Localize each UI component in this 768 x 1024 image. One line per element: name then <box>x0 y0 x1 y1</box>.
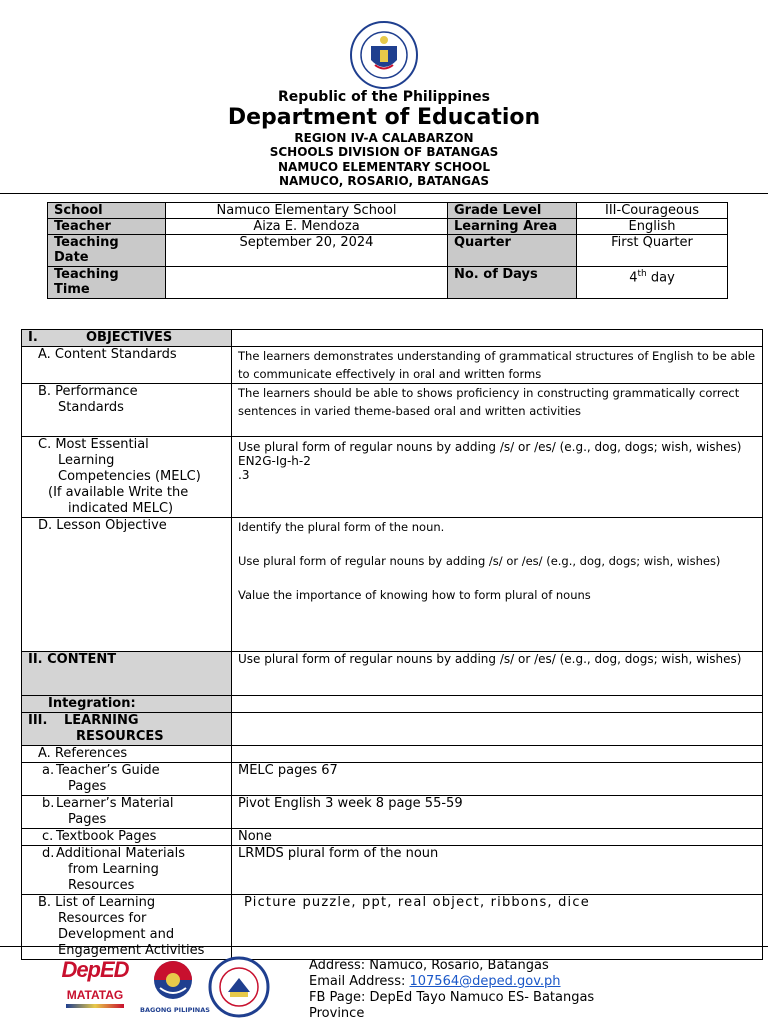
area-label: Learning Area <box>448 219 577 235</box>
content-standards-label: A. Content Standards <box>22 347 232 384</box>
deped-seal-logo <box>349 20 419 90</box>
header-divider <box>0 193 768 194</box>
footer-email-line: Email Address: 107564@deped.gov.ph <box>309 974 561 989</box>
grade-label: Grade Level <box>448 203 577 219</box>
email-link[interactable]: 107564@deped.gov.ph <box>409 974 561 989</box>
learning-resources-blank <box>232 713 763 746</box>
days-label: No. of Days <box>448 267 577 299</box>
content-standards-text: The learners demonstrates understanding of grammatical structures of English to be able to communicate effectively in oral and written forms <box>232 347 763 384</box>
footer-contact <box>309 958 709 1022</box>
lesson-info-table <box>47 202 728 299</box>
quarter-label: Quarter <box>448 235 577 267</box>
school-label: School <box>48 203 166 219</box>
teachers-guide-label: a. Teacher’s Guide Pages <box>22 763 232 796</box>
republic-heading: Republic of the Philippines <box>278 89 490 105</box>
learners-material-label: b. Learner’s Material Pages <box>22 796 232 829</box>
lesson-plan-table <box>21 329 763 960</box>
textbook-label: c. Textbook Pages <box>22 829 232 846</box>
deped-matatag-logo: DepED MATATAG <box>60 958 130 1016</box>
lesson-objective-text: Identify the plural form of the noun. Use plural form of regular nouns by adding /s/ or /es/ (e.g., dog, dogs; wish, wishes) Value the importance of knowing how to form plural of nouns <box>232 518 763 652</box>
school-value: Namuco Elementary School <box>166 203 448 219</box>
learners-material-value: Pivot English 3 week 8 page 55-59 <box>232 796 763 829</box>
bagong-pilipinas-emblem-icon <box>140 958 206 1002</box>
namuco-school-seal-logo <box>208 956 270 1018</box>
performance-standards-text: The learners should be able to shows proficiency in constructing grammatically correct sentences in varied theme-based oral and written activities <box>232 384 763 437</box>
header-region: REGION IV-A CALABARZON <box>294 131 474 145</box>
days-value: 4th day <box>577 267 728 299</box>
melc-text: Use plural form of regular nouns by adding /s/ or /es/ (e.g., dog, dogs; wish, wishes) EN2G-Ig-h-2 .3 <box>232 437 763 518</box>
header-school: NAMUCO ELEMENTARY SCHOOL <box>278 160 490 174</box>
teachers-guide-value: MELC pages 67 <box>232 763 763 796</box>
performance-standards-label: B. Performance Standards <box>22 384 232 437</box>
references-blank <box>232 746 763 763</box>
list-resources-label: B. List of Learning Resources for Development and Engagement Activities <box>22 895 232 960</box>
bagong-pilipinas-logo: BAGONG PILIPINAS <box>140 958 206 1016</box>
header-division: SCHOOLS DIVISION OF BATANGAS <box>269 145 499 159</box>
melc-label: C. Most Essential Learning Competencies (MELC) (If available Write the indicated MELC) <box>22 437 232 518</box>
header-address: NAMUCO, ROSARIO, BATANGAS <box>278 174 490 188</box>
additional-materials-value: LRMDS plural form of the noun <box>232 846 763 895</box>
additional-materials-label: d. Additional Materials from Learning Resources <box>22 846 232 895</box>
references-label: A. References <box>22 746 232 763</box>
quarter-value: First Quarter <box>577 235 728 267</box>
textbook-value: None <box>232 829 763 846</box>
grade-value: III-Courageous <box>577 203 728 219</box>
area-value: English <box>577 219 728 235</box>
footer-fb: FB Page: DepEd Tayo Namuco ES- Batangas <box>309 990 595 1005</box>
footer-province: Province <box>309 1006 365 1021</box>
department-title: Department of Education <box>227 105 541 130</box>
date-value: September 20, 2024 <box>166 235 448 267</box>
time-label: Teaching Time <box>48 267 166 299</box>
date-label: Teaching Date <box>48 235 166 267</box>
content-heading: II. CONTENT <box>22 652 232 696</box>
objectives-heading: I. OBJECTIVES <box>22 330 232 347</box>
content-text: Use plural form of regular nouns by adding /s/ or /es/ (e.g., dog, dogs; wish, wishes) <box>232 652 763 696</box>
teacher-value: Aiza E. Mendoza <box>166 219 448 235</box>
learning-resources-heading: III. LEARNING RESOURCES <box>22 713 232 746</box>
teacher-label: Teacher <box>48 219 166 235</box>
objectives-blank <box>232 330 763 347</box>
time-value <box>166 267 448 299</box>
integration-blank <box>232 696 763 713</box>
footer-address: Address: Namuco, Rosario, Batangas <box>309 958 549 973</box>
list-resources-value: Picture puzzle, ppt, real object, ribbons, dice <box>232 895 763 960</box>
footer-divider <box>0 946 768 947</box>
lesson-objective-label: D. Lesson Objective <box>22 518 232 652</box>
integration-heading: Integration: <box>22 696 232 713</box>
